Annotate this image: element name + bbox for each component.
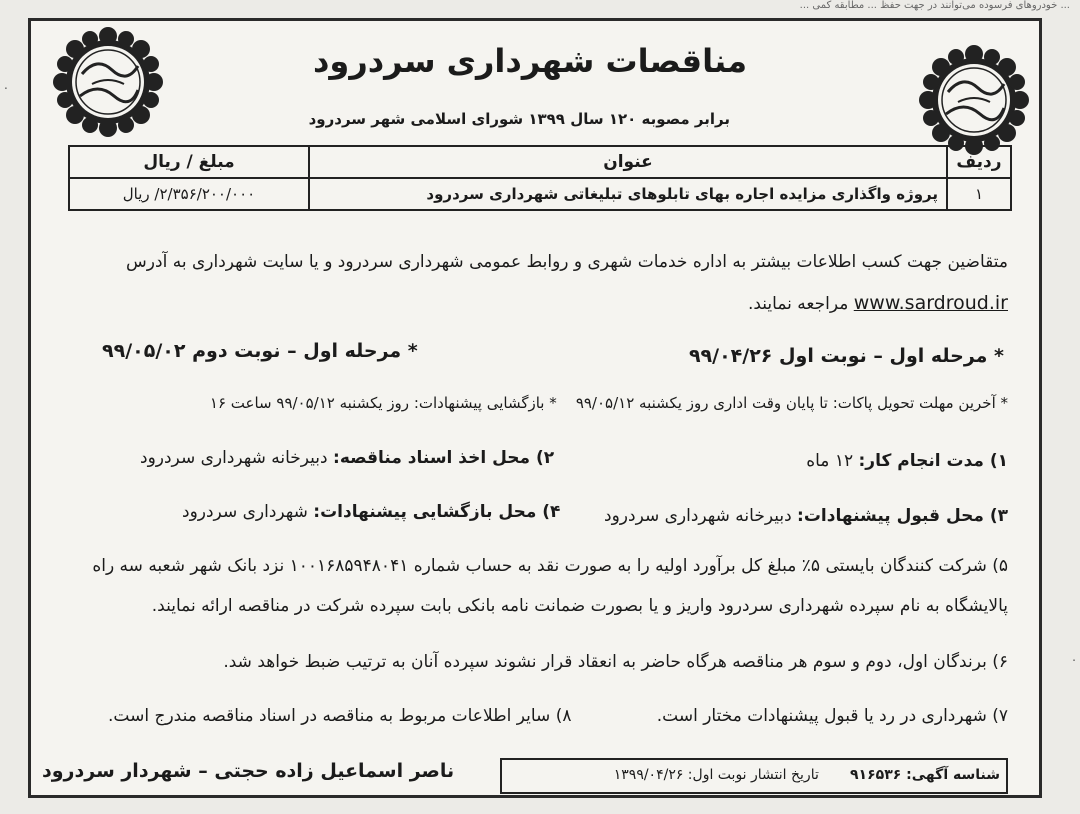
ad-id: شناسه آگهی: ۹۱۶۵۳۶ — [850, 767, 1000, 783]
opening-text: * بازگشایی پیشنهادات: روز یکشنبه ۹۹/۰۵/۱۲ ساعت ۱۶ — [209, 394, 557, 412]
side-mark: . — [1072, 650, 1076, 664]
item-4-label: ۴) محل بازگشایی پیشنهادات: — [313, 502, 561, 522]
page-title: مناقصات شهرداری سردرود — [313, 42, 747, 80]
item-2-value: دبیرخانه شهرداری سردرود — [140, 448, 328, 468]
item-1-value: ۱۲ ماه — [806, 451, 854, 471]
item-5-line-1: ۵) شرکت کنندگان بایستی ۵٪ مبلغ کل برآورد اولیه را به صورت نقد به حساب شماره ۱۰۰۱۶۸۵۹۴۸۰۴۱ نزد بانک شهر شعبه سه راه — [92, 556, 1008, 576]
side-mark: . — [4, 78, 8, 92]
item-7: ۷) شهرداری در رد یا قبول پیشنهادات مختار است. — [656, 706, 1008, 726]
top-clipped-text: ... خودروهای فرسوده می‌توانند در جهت حفظ ... مطابقه کمی ... — [799, 0, 1070, 11]
item-4-value: شهرداری سردرود — [182, 502, 308, 522]
row-amount: ۲/۳۵۶/۲۰۰/۰۰۰/ ریال — [69, 178, 309, 210]
stage-2-date: * مرحله اول – نوبت دوم ۹۹/۰۵/۰۲ — [102, 340, 418, 362]
signature: ناصر اسماعیل زاده حجتی – شهردار سردرود — [42, 760, 455, 782]
publish-date: تاریخ انتشار نوبت اول: ۱۳۹۹/۰۴/۲۶ — [613, 767, 819, 783]
item-8: ۸) سایر اطلاعات مربوط به مناقصه در اسناد مناقصه مندرج است. — [108, 706, 572, 726]
item-3 — [604, 506, 1008, 526]
municipality-seal-icon — [52, 26, 164, 138]
item-1-label: ۱) مدت انجام کار: — [858, 451, 1008, 471]
subtitle: برابر مصوبه ۱۲۰ سال ۱۳۹۹ شورای اسلامی شهر سردرود — [308, 110, 730, 128]
deadline-text: * آخرین مهلت تحویل پاکات: تا پایان وقت اداری روز یکشنبه ۹۹/۰۵/۱۲ — [575, 394, 1008, 412]
stage-1-date: * مرحله اول – نوبت اول ۹۹/۰۴/۲۶ — [688, 345, 1004, 367]
info-line-2-suffix: مراجعه نمایند. — [747, 294, 849, 314]
deadline-line — [210, 394, 1008, 412]
row-title: پروژه واگذاری مزایده اجاره بهای تابلوهای تبلیغاتی شهرداری سردرود — [309, 178, 947, 210]
item-3-value: دبیرخانه شهرداری سردرود — [604, 506, 792, 526]
item-2-label: ۲) محل اخذ اسناد مناقصه: — [333, 448, 555, 468]
row-number: ۱ — [947, 178, 1011, 210]
table-header-row — [69, 146, 1011, 178]
item-6: ۶) برندگان اول، دوم و سوم هر مناقصه هرگاه حاضر به انعقاد قرار نشوند سپرده آنان به ترتیب ضبط خواهد شد. — [223, 652, 1008, 672]
item-1 — [806, 451, 1008, 471]
items-table — [68, 145, 1012, 211]
table-row — [69, 178, 1011, 210]
header-row-number: ردیف — [947, 146, 1011, 178]
info-line-2 — [748, 292, 1008, 314]
header-amount: مبلغ / ریال — [69, 146, 309, 178]
info-line-1: متقاضین جهت کسب اطلاعات بیشتر به اداره خدمات شهری و روابط عمومی شهرداری سردرود و یا سایت شهرداری به آدرس — [126, 252, 1008, 272]
item-5-line-2: پالایشگاه به نام سپرده شهرداری سردرود واریز و یا بصورت ضمانت نامه بانکی بابت سپرده شرکت در مناقصه ارائه نمایند. — [151, 596, 1008, 616]
item-4 — [182, 502, 560, 522]
item-2 — [140, 448, 554, 468]
website-link[interactable]: www.sardroud.ir — [853, 292, 1008, 314]
item-3-label: ۳) محل قبول پیشنهادات: — [797, 506, 1008, 526]
header-title: عنوان — [309, 146, 947, 178]
municipality-seal-icon — [918, 44, 1030, 156]
publication-info — [614, 767, 1000, 783]
